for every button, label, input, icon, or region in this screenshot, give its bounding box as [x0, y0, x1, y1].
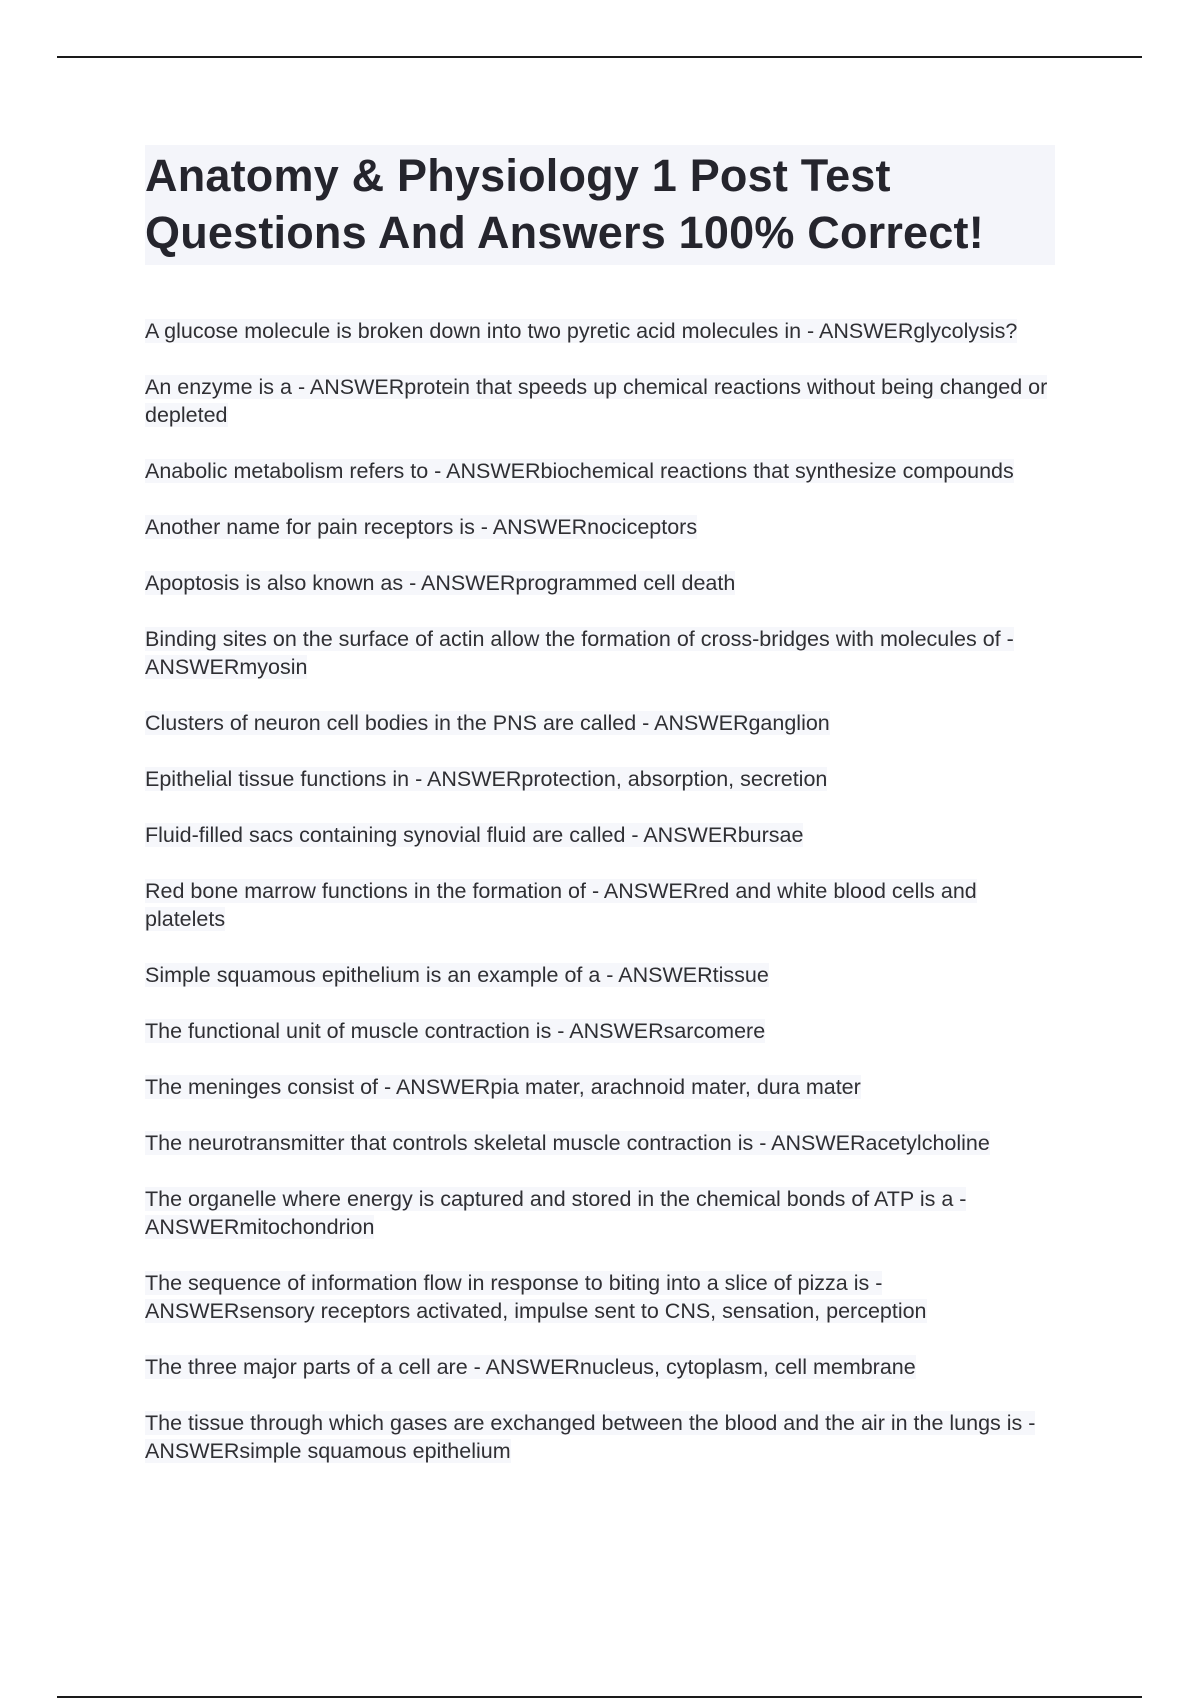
qa-item: [145, 877, 1055, 933]
qa-text: The sequence of information flow in response to biting into a slice of pizza is - ANSWERsensory receptors activated, impulse sent to CNS, sensation, perception: [145, 1271, 927, 1323]
qa-text: The functional unit of muscle contraction is - ANSWERsarcomere: [145, 1019, 766, 1043]
qa-text: Another name for pain receptors is - ANSWERnociceptors: [145, 515, 698, 539]
bottom-divider: [57, 1696, 1142, 1698]
qa-text: The tissue through which gases are exchanged between the blood and the air in the lungs is - ANSWERsimple squamous epithelium: [145, 1411, 1036, 1463]
qa-text: Binding sites on the surface of actin allow the formation of cross-bridges with molecules of - ANSWERmyosin: [145, 627, 1014, 679]
qa-item: [145, 709, 1055, 737]
qa-text: The organelle where energy is captured and stored in the chemical bonds of ATP is a - ANSWERmitochondrion: [145, 1187, 967, 1239]
qa-text: A glucose molecule is broken down into two pyretic acid molecules in - ANSWERglycolysis?: [145, 319, 1018, 343]
qa-text: An enzyme is a - ANSWERprotein that speeds up chemical reactions without being changed or depleted: [145, 375, 1048, 427]
qa-item: [145, 513, 1055, 541]
top-divider: [57, 56, 1142, 58]
qa-item: [145, 1129, 1055, 1157]
qa-text: Red bone marrow functions in the formation of - ANSWERred and white blood cells and platelets: [145, 879, 977, 931]
document-body: [145, 145, 1055, 1493]
qa-item: [145, 1269, 1055, 1325]
qa-item: [145, 765, 1055, 793]
qa-item: [145, 1017, 1055, 1045]
qa-item: [145, 457, 1055, 485]
qa-text: Anabolic metabolism refers to - ANSWERbiochemical reactions that synthesize compounds: [145, 459, 1014, 483]
qa-item: [145, 373, 1055, 429]
qa-text: The meninges consist of - ANSWERpia mater, arachnoid mater, dura mater: [145, 1075, 861, 1099]
qa-text: Simple squamous epithelium is an example of a - ANSWERtissue: [145, 963, 769, 987]
qa-text: Epithelial tissue functions in - ANSWERprotection, absorption, secretion: [145, 767, 828, 791]
qa-text: The neurotransmitter that controls skeletal muscle contraction is - ANSWERacetylcholine: [145, 1131, 990, 1155]
document-title: Anatomy & Physiology 1 Post Test Questions And Answers 100% Correct!: [145, 145, 1055, 265]
qa-item: [145, 625, 1055, 681]
qa-text: Fluid-filled sacs containing synovial fluid are called - ANSWERbursae: [145, 823, 804, 847]
qa-text: Clusters of neuron cell bodies in the PNS are called - ANSWERganglion: [145, 711, 830, 735]
qa-item: [145, 961, 1055, 989]
qa-item: [145, 1185, 1055, 1241]
qa-item: [145, 317, 1055, 345]
qa-item: [145, 569, 1055, 597]
qa-item: [145, 1073, 1055, 1101]
qa-list: [145, 317, 1055, 1465]
qa-text: Apoptosis is also known as - ANSWERprogrammed cell death: [145, 571, 736, 595]
qa-item: [145, 821, 1055, 849]
qa-item: [145, 1353, 1055, 1381]
qa-item: [145, 1409, 1055, 1465]
qa-text: The three major parts of a cell are - ANSWERnucleus, cytoplasm, cell membrane: [145, 1355, 916, 1379]
